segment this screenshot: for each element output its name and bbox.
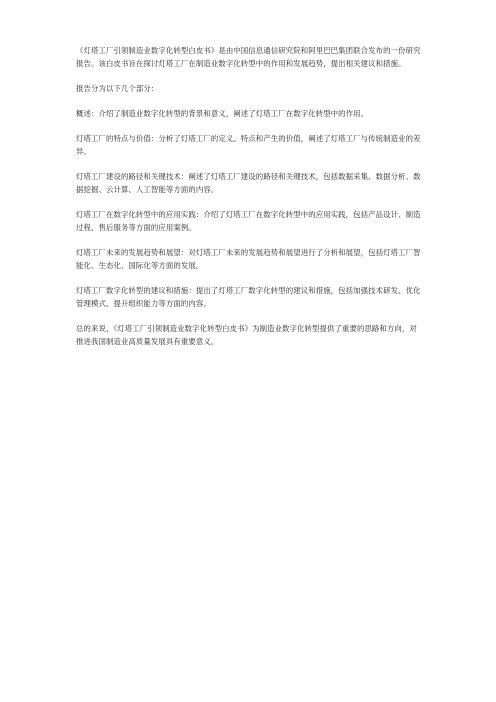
summary-paragraph: 总的来说，《灯塔工厂引领制造业数字化转型白皮书》为制造业数字化转型提供了重要的思路和方向，对推进我国制造业高质量发展具有重要意义。 xyxy=(76,324,417,346)
path-technology-paragraph: 灯塔工厂建设的路径和关键技术：阐述了灯塔工厂建设的路径和关键技术，包括数据采集、数据分析、数据挖掘、云计算、人工智能等方面的内容。 xyxy=(76,172,421,194)
application-practice-paragraph: 灯塔工厂在数字化转型中的应用实践：介绍了灯塔工厂在数字化转型中的应用实践，包括产品设计、制造过程、售后服务等方面的应用案例。 xyxy=(76,210,421,232)
outline-lead-paragraph: 报告分为以下几个部分： xyxy=(76,84,159,93)
features-value-paragraph: 灯塔工厂的特点与价值：分析了灯塔工厂的定义、特点和产生的价值，阐述了灯塔工厂与传统制造业的差异。 xyxy=(76,134,421,156)
future-trends-paragraph: 灯塔工厂未来的发展趋势和展望：对灯塔工厂未来的发展趋势和展望进行了分析和展望，包括灯塔工厂智能化、生态化、国际化等方面的发展。 xyxy=(76,248,421,270)
document-body xyxy=(76,44,424,360)
suggestions-measures-paragraph: 灯塔工厂数字化转型的建议和措施：提出了灯塔工厂数字化转型的建议和措施，包括加强技术研发、优化管理模式、提升组织能力等方面的内容。 xyxy=(76,286,421,308)
intro-paragraph: 《灯塔工厂引领制造业数字化转型白皮书》是由中国信息通信研究院和阿里巴巴集团联合发布的一份研究报告。该白皮书旨在探讨灯塔工厂在制造业数字化转型中的作用和发展趋势，提出相关建议和措施。 xyxy=(76,46,421,68)
overview-paragraph: 概述：介绍了制造业数字化转型的背景和意义，阐述了灯塔工厂在数字化转型中的作用。 xyxy=(76,109,369,118)
